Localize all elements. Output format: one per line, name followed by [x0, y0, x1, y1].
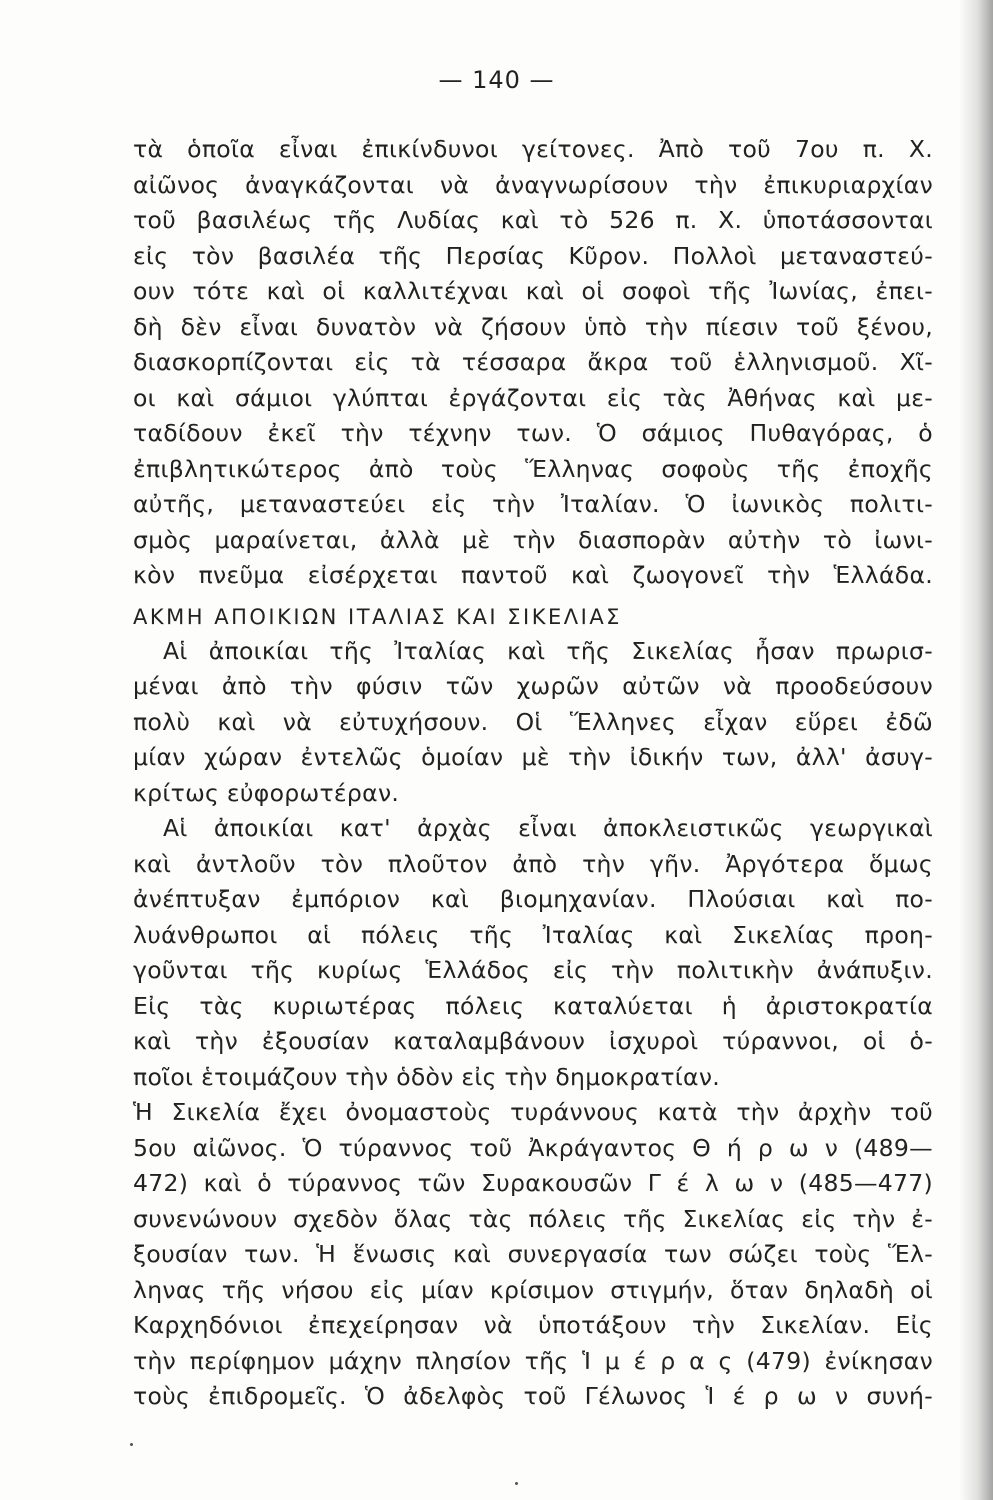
scan-speck	[130, 1443, 133, 1446]
binding-shadow	[959, 0, 993, 1500]
text-line: αἰῶνος ἀναγκάζονται νὰ ἀναγνωρίσουν τὴν ἐπικυριαρχίαν	[133, 170, 933, 199]
section-heading: ΑΚΜΗ ΑΠΟΙΚΙΩΝ ΙΤΑΛΙΑΣ ΚΑΙ ΣΙΚΕΛΙΑΣ	[133, 604, 622, 629]
text-line: τοὺς ἐπιδρομεῖς. Ὁ ἀδελφὸς τοῦ Γέλωνος Ἱ έ ρ ω ν συνή-	[133, 1382, 933, 1410]
text-line: ταδίδουν ἐκεῖ τὴν τέχνην των. Ὁ σάμιος Πυθαγόρας, ὁ	[133, 419, 933, 447]
text-line: ἐπιβλητικώτερος ἀπὸ τοὺς Ἕλληνας σοφοὺς τῆς ἐποχῆς	[133, 454, 933, 483]
text-line: αὐτῆς, μεταναστεύει εἰς τὴν Ἰταλίαν. Ὁ ἰωνικὸς πολιτι-	[133, 490, 933, 518]
text-line: πολὺ καὶ νὰ εὐτυχήσουν. Οἱ Ἕλληνες εἶχαν εὕρει ἐδῶ	[133, 707, 933, 736]
text-line: τὴν περίφημον μάχην πλησίον τῆς Ἱ μ έ ρ α ς (479) ἐνίκησαν	[133, 1346, 933, 1375]
text-line: γοῦνται τῆς κυρίως Ἑλλάδος εἰς τὴν πολιτικὴν ἀνάπυξιν.	[133, 956, 933, 984]
text-line: ἀνέπτυξαν ἐμπόριον καὶ βιομηχανίαν. Πλούσιαι καὶ πο-	[133, 885, 933, 913]
paragraph-last-line: κρίτως εὐφορωτέραν.	[133, 778, 400, 807]
paragraph-last-line: ποῖοι ἑτοιμάζουν τὴν ὁδὸν εἰς τὴν δημοκρατίαν.	[133, 1062, 721, 1091]
text-line: καὶ ἀντλοῦν τὸν πλοῦτον ἀπὸ τὴν γῆν. Ἀργότερα ὅμως	[133, 849, 933, 878]
text-line: Εἰς τὰς κυριωτέρας πόλεις καταλύεται ἡ ἀριστοκρατία	[133, 991, 933, 1020]
text-line: τὰ ὁποῖα εἶναι ἐπικίνδυνοι γείτονες. Ἀπὸ τοῦ 7ου π. Χ.	[133, 135, 933, 163]
text-line: συνενώνουν σχεδὸν ὅλας τὰς πόλεις τῆς Σικελίας εἰς τὴν ἐ-	[133, 1204, 933, 1233]
text-line: λυάνθρωποι αἱ πόλεις τῆς Ἰταλίας καὶ Σικελίας προη-	[133, 920, 933, 949]
text-line: οι καὶ σάμιοι γλύπται ἐργάζονται εἰς τὰς Ἀθήνας καὶ με-	[133, 383, 933, 412]
text-line: κὸν πνεῦμα εἰσέρχεται παντοῦ καὶ ζωογονεῖ τὴν Ἑλλάδα.	[133, 561, 933, 589]
page-number: — 140 —	[438, 66, 555, 94]
text-line: τοῦ βασιλέως τῆς Λυδίας καὶ τὸ 526 π. Χ. ὑποτάσσονται	[133, 206, 933, 234]
paragraph-first-line: Αἱ ἀποικίαι τῆς Ἰταλίας καὶ τῆς Σικελίας ἦσαν πρωρισ-	[163, 636, 933, 665]
paragraph-first-line: Αἱ ἀποικίαι κατ' ἀρχὰς εἶναι ἀποκλειστικῶς γεωργικαὶ	[163, 814, 933, 842]
text-line: Καρχηδόνιοι ἐπεχείρησαν νὰ ὑποτάξουν τὴν Σικελίαν. Εἰς	[133, 1311, 933, 1339]
body-text	[133, 132, 933, 1415]
text-line: ληνας τῆς νήσου εἰς μίαν κρίσιμον στιγμήν, ὅταν δηλαδὴ οἱ	[133, 1275, 933, 1304]
text-line: μίαν χώραν ἐντελῶς ὁμοίαν μὲ τὴν ἰδικήν των, ἀλλ' ἀσυγ-	[133, 743, 933, 771]
text-line: μέναι ἀπὸ τὴν φύσιν τῶν χωρῶν αὐτῶν νὰ προοδεύσουν	[133, 672, 933, 700]
text-line: καὶ τὴν ἐξουσίαν καταλαμβάνουν ἰσχυροὶ τύραννοι, οἱ ὁ-	[133, 1027, 933, 1055]
text-line: 472) καὶ ὁ τύραννος τῶν Συρακουσῶν Γ έ λ ω ν (485—477)	[133, 1169, 933, 1197]
text-line: 5ου αἰῶνος. Ὁ τύραννος τοῦ Ἀκράγαντος Θ ή ρ ω ν (489—	[133, 1133, 933, 1162]
text-line: ουν τότε καὶ οἱ καλλιτέχναι καὶ οἱ σοφοὶ τῆς Ἰωνίας, ἐπει-	[133, 277, 933, 305]
text-line: εἰς τὸν βασιλέα τῆς Περσίας Κῦρον. Πολλοὶ μεταναστεύ-	[133, 241, 933, 270]
text-line: διασκορπίζονται εἰς τὰ τέσσαρα ἄκρα τοῦ ἑλληνισμοῦ. Χῖ-	[133, 348, 933, 376]
scan-speck	[515, 1482, 518, 1485]
text-line: σμὸς μαραίνεται, ἀλλὰ μὲ τὴν διασπορὰν αὐτὴν τὸ ἰωνι-	[133, 525, 933, 554]
text-line: ξουσίαν των. Ἡ ἕνωσις καὶ συνεργασία των σώζει τοὺς Ἕλ-	[133, 1240, 933, 1268]
text-line: δὴ δὲν εἶναι δυνατὸν νὰ ζήσουν ὑπὸ τὴν πίεσιν τοῦ ξένου,	[133, 312, 933, 341]
text-line: Ἡ Σικελία ἔχει ὀνομαστοὺς τυράννους κατὰ τὴν ἀρχὴν τοῦ	[133, 1098, 933, 1126]
